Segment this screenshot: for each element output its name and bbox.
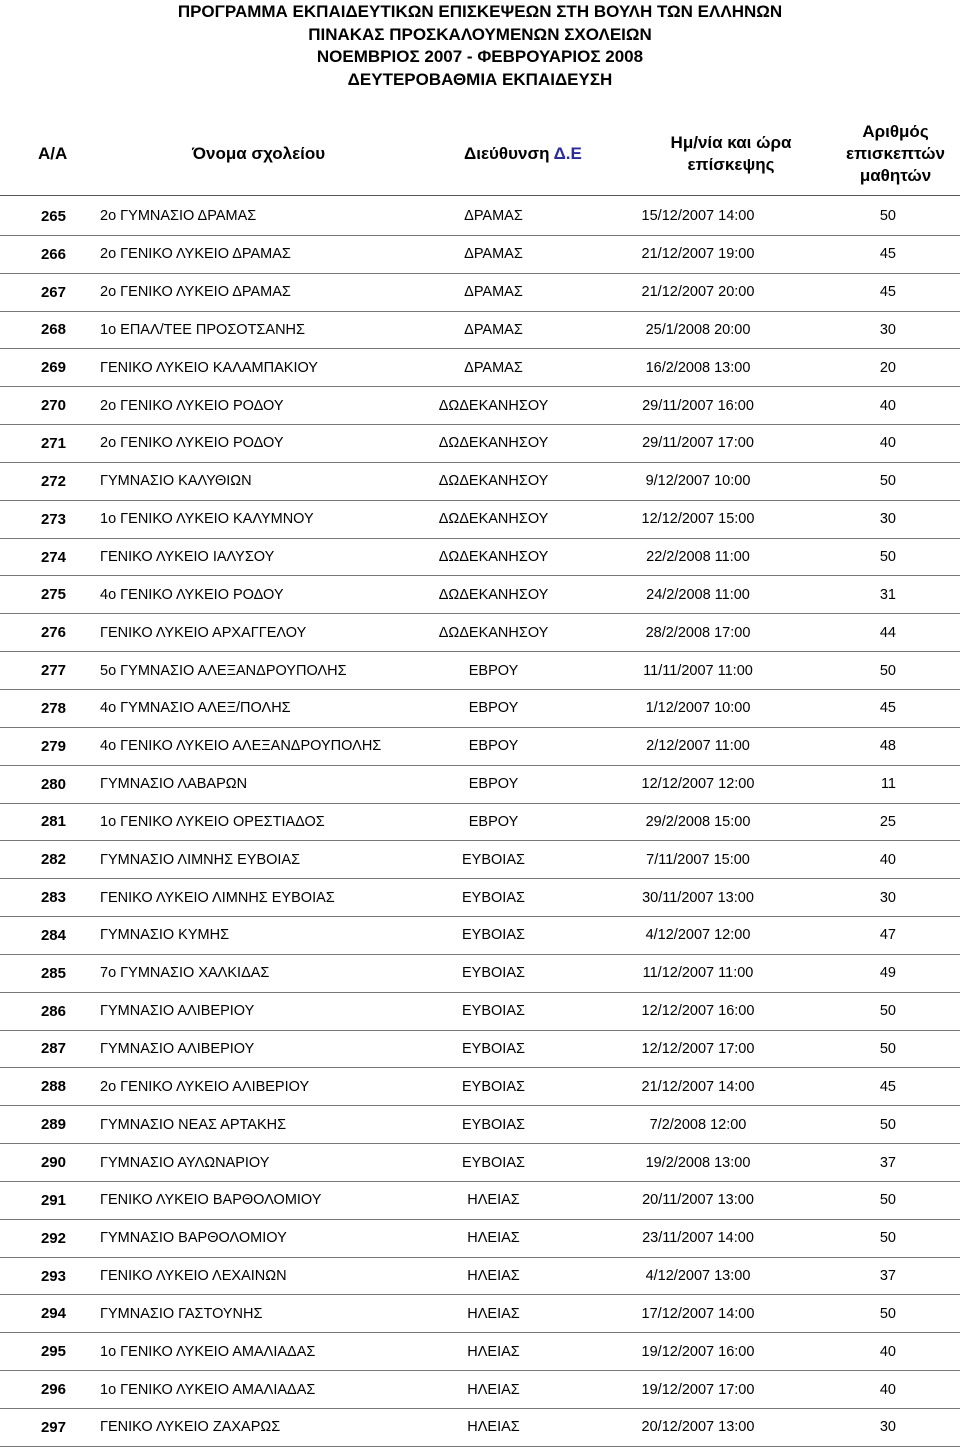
- student-count: 40: [879, 1381, 896, 1398]
- student-count: 45: [879, 700, 896, 717]
- table-row: [0, 1409, 960, 1447]
- row-number: 287: [40, 1040, 66, 1058]
- student-count: 20: [879, 359, 896, 376]
- school-name: ΓΕΝΙΚΟ ΛΥΚΕΙΟ ΛΕΧΑΙΝΩΝ: [100, 1268, 287, 1285]
- visit-datetime: 12/12/2007 12:00: [641, 776, 755, 793]
- student-count: 40: [879, 851, 896, 868]
- table-row: [0, 349, 960, 387]
- table-row: [0, 1257, 960, 1295]
- visit-datetime: 20/11/2007 13:00: [642, 1192, 754, 1209]
- student-count: 30: [879, 1419, 896, 1436]
- directorate: ΔΩΔΕΚΑΝΗΣΟΥ: [438, 549, 549, 566]
- visit-datetime: 29/11/2007 16:00: [642, 397, 754, 414]
- header-visitor-count-line2: επισκεπτών: [846, 144, 945, 163]
- directorate: ΕΥΒΟΙΑΣ: [462, 965, 525, 982]
- visit-datetime: 25/1/2008 20:00: [645, 321, 751, 338]
- school-name: 4ο ΓΕΝΙΚΟ ΛΥΚΕΙΟ ΡΟΔΟΥ: [100, 586, 284, 603]
- directorate: ΕΒΡΟΥ: [468, 700, 519, 717]
- student-count: 11: [880, 776, 896, 793]
- school-name: ΓΕΝΙΚΟ ΛΥΚΕΙΟ ΚΑΛΑΜΠΑΚΙΟΥ: [100, 359, 318, 376]
- table-row: [0, 538, 960, 576]
- directorate: ΕΥΒΟΙΑΣ: [462, 1078, 525, 1095]
- student-count: 50: [879, 549, 896, 566]
- document-titles: [0, 0, 960, 91]
- table-row: [0, 387, 960, 425]
- directorate: ΔΩΔΕΚΑΝΗΣΟΥ: [438, 435, 549, 452]
- table-row: [0, 614, 960, 652]
- school-name: ΓΥΜΝΑΣΙΟ ΑΥΛΩΝΑΡΙΟΥ: [100, 1154, 270, 1171]
- school-name: 1ο ΕΠΑΛ/ΤΕΕ ΠΡΟΣΟΤΣΑΝΗΣ: [100, 321, 305, 338]
- header-visitor-count-line3: μαθητών: [859, 166, 932, 185]
- directorate: ΔΩΔΕΚΑΝΗΣΟΥ: [438, 511, 549, 528]
- table-row: [0, 689, 960, 727]
- student-count: 50: [879, 662, 896, 679]
- row-number: 282: [40, 851, 66, 869]
- header-divider: [0, 195, 960, 196]
- table-row: [0, 198, 960, 235]
- directorate: ΗΛΕΙΑΣ: [467, 1305, 520, 1322]
- row-number: 292: [40, 1229, 66, 1247]
- school-name: 2ο ΓΥΜΝΑΣΙΟ ΔΡΑΜΑΣ: [100, 208, 257, 225]
- row-number: 294: [40, 1305, 66, 1323]
- student-count: 50: [879, 1305, 896, 1322]
- student-count: 50: [879, 1230, 896, 1247]
- school-name: 2ο ΓΕΝΙΚΟ ΛΥΚΕΙΟ ΔΡΑΜΑΣ: [100, 246, 291, 263]
- row-number: 293: [40, 1267, 66, 1285]
- school-name: ΓΥΜΝΑΣΙΟ ΒΑΡΘΟΛΟΜΙΟΥ: [100, 1230, 287, 1247]
- directorate: ΔΡΑΜΑΣ: [464, 246, 523, 263]
- table-row: [0, 727, 960, 765]
- row-number: 277: [40, 662, 66, 680]
- visit-datetime: 22/2/2008 11:00: [646, 549, 750, 566]
- student-count: 45: [879, 284, 896, 301]
- school-name: ΓΥΜΝΑΣΙΟ ΓΑΣΤΟΥΝΗΣ: [100, 1305, 263, 1322]
- row-number: 266: [40, 245, 66, 263]
- row-number: 274: [40, 548, 66, 566]
- row-number: 265: [40, 207, 66, 225]
- header-aa: Α/Α: [38, 144, 68, 163]
- student-count: 31: [879, 586, 896, 603]
- directorate: ΔΡΑΜΑΣ: [464, 321, 523, 338]
- student-count: 30: [879, 321, 896, 338]
- directorate: ΕΥΒΟΙΑΣ: [462, 1116, 525, 1133]
- directorate: ΗΛΕΙΑΣ: [467, 1381, 520, 1398]
- table-row: [0, 462, 960, 500]
- directorate: ΕΒΡΟΥ: [468, 813, 519, 830]
- table-row: [0, 879, 960, 917]
- table-row: [0, 992, 960, 1030]
- directorate: ΕΥΒΟΙΑΣ: [462, 927, 525, 944]
- student-count: 48: [879, 738, 896, 755]
- row-number: 275: [40, 586, 66, 604]
- school-name: ΓΥΜΝΑΣΙΟ ΛΙΜΝΗΣ ΕΥΒΟΙΑΣ: [100, 851, 301, 868]
- school-name: 7ο ΓΥΜΝΑΣΙΟ ΧΑΛΚΙΔΑΣ: [100, 965, 270, 982]
- school-name: ΓΥΜΝΑΣΙΟ ΛΑΒΑΡΩΝ: [100, 776, 248, 793]
- directorate: ΔΡΑΜΑΣ: [464, 208, 523, 225]
- table-row: [0, 652, 960, 690]
- visit-datetime: 4/12/2007 13:00: [645, 1268, 751, 1285]
- student-count: 45: [879, 1078, 896, 1095]
- row-number: 295: [40, 1343, 66, 1361]
- schools-table: [0, 110, 960, 1447]
- visit-datetime: 2/12/2007 11:00: [646, 738, 750, 755]
- student-count: 25: [879, 813, 896, 830]
- row-number: 285: [40, 964, 66, 982]
- directorate: ΗΛΕΙΑΣ: [467, 1192, 520, 1209]
- student-count: 50: [879, 1116, 896, 1133]
- directorate: ΕΥΒΟΙΑΣ: [462, 1040, 525, 1057]
- school-name: ΓΕΝΙΚΟ ΛΥΚΕΙΟ ΒΑΡΘΟΛΟΜΙΟΥ: [100, 1192, 322, 1209]
- row-number: 269: [40, 359, 66, 377]
- table-row: [0, 954, 960, 992]
- student-count: 30: [879, 511, 896, 528]
- school-name: ΓΕΝΙΚΟ ΛΥΚΕΙΟ ΙΑΛΥΣΟΥ: [100, 549, 275, 566]
- header-visit-date-line2: επίσκεψης: [687, 155, 775, 174]
- directorate: ΕΒΡΟΥ: [468, 776, 519, 793]
- visit-datetime: 19/12/2007 16:00: [641, 1343, 755, 1360]
- directorate: ΗΛΕΙΑΣ: [467, 1268, 520, 1285]
- table-row: [0, 1106, 960, 1144]
- visit-datetime: 1/12/2007 10:00: [645, 700, 751, 717]
- visit-datetime: 21/12/2007 20:00: [641, 284, 755, 301]
- visit-datetime: 12/12/2007 16:00: [641, 1003, 755, 1020]
- table-row: [0, 273, 960, 311]
- student-count: 50: [879, 1192, 896, 1209]
- school-name: 1ο ΓΕΝΙΚΟ ΛΥΚΕΙΟ ΟΡΕΣΤΙΑΔΟΣ: [100, 813, 325, 830]
- visit-datetime: 24/2/2008 11:00: [646, 586, 750, 603]
- visit-datetime: 16/2/2008 13:00: [645, 359, 751, 376]
- school-name: 5ο ΓΥΜΝΑΣΙΟ ΑΛΕΞΑΝΔΡΟΥΠΟΛΗΣ: [100, 662, 347, 679]
- title-line-4: ΔΕΥΤΕΡΟΒΑΘΜΙΑ ΕΚΠΑΙΔΕΥΣΗ: [347, 69, 613, 89]
- school-name: ΓΥΜΝΑΣΙΟ ΝΕΑΣ ΑΡΤΑΚΗΣ: [100, 1116, 287, 1133]
- row-number: 276: [40, 624, 66, 642]
- row-number: 272: [40, 472, 66, 490]
- header-school-name: Όνομα σχολείου: [192, 144, 326, 163]
- row-number: 296: [40, 1381, 66, 1399]
- visit-datetime: 7/2/2008 12:00: [649, 1116, 747, 1133]
- table-row: [0, 1219, 960, 1257]
- student-count: 50: [879, 1040, 896, 1057]
- row-number: 284: [40, 926, 66, 944]
- directorate: ΔΡΑΜΑΣ: [464, 359, 523, 376]
- header-directorate-suffix: Δ.Ε: [553, 144, 582, 163]
- visit-datetime: 28/2/2008 17:00: [645, 624, 751, 641]
- header-directorate: [426, 110, 631, 198]
- visit-datetime: 19/12/2007 17:00: [641, 1381, 755, 1398]
- table-body: [0, 198, 960, 1446]
- student-count: 50: [879, 473, 896, 490]
- table-row: [0, 1295, 960, 1333]
- row-number: 286: [40, 1002, 66, 1020]
- visit-datetime: 9/12/2007 10:00: [645, 473, 751, 490]
- directorate: ΔΩΔΕΚΑΝΗΣΟΥ: [438, 397, 549, 414]
- visit-datetime: 30/11/2007 13:00: [642, 889, 754, 906]
- header-directorate-main: Διεύθυνση: [464, 144, 554, 163]
- directorate: ΕΒΡΟΥ: [468, 662, 519, 679]
- visit-datetime: 21/12/2007 19:00: [641, 246, 755, 263]
- student-count: 45: [879, 246, 896, 263]
- student-count: 50: [879, 208, 896, 225]
- school-name: ΓΥΜΝΑΣΙΟ ΚΥΜΗΣ: [100, 927, 230, 944]
- header-visit-date: [631, 110, 831, 198]
- school-name: ΓΕΝΙΚΟ ΛΥΚΕΙΟ ΑΡΧΑΓΓΕΛΟΥ: [100, 624, 307, 641]
- table-row: [0, 1371, 960, 1409]
- student-count: 37: [879, 1154, 896, 1171]
- student-count: 30: [879, 889, 896, 906]
- school-name: 1ο ΓΕΝΙΚΟ ΛΥΚΕΙΟ ΚΑΛΥΜΝΟΥ: [100, 511, 314, 528]
- table-row: [0, 576, 960, 614]
- table-row: [0, 1333, 960, 1371]
- visit-datetime: 11/12/2007 11:00: [642, 965, 754, 982]
- visit-datetime: 19/2/2008 13:00: [645, 1154, 751, 1171]
- row-number: 291: [40, 1191, 66, 1209]
- row-number: 273: [40, 510, 66, 528]
- table-row: [0, 917, 960, 955]
- header-row: [0, 110, 960, 198]
- directorate: ΗΛΕΙΑΣ: [467, 1343, 520, 1360]
- visit-datetime: 29/11/2007 17:00: [642, 435, 754, 452]
- school-name: 2ο ΓΕΝΙΚΟ ΛΥΚΕΙΟ ΡΟΔΟΥ: [100, 435, 284, 452]
- visit-datetime: 11/11/2007 11:00: [643, 662, 753, 679]
- visit-datetime: 12/12/2007 17:00: [641, 1040, 755, 1057]
- row-number: 267: [40, 283, 66, 301]
- student-count: 40: [879, 397, 896, 414]
- table-row: [0, 841, 960, 879]
- table-row: [0, 765, 960, 803]
- table-row: [0, 235, 960, 273]
- title-line-3: ΝΟΕΜΒΡΙΟΣ 2007 - ΦΕΒΡΟΥΑΡΙΟΣ 2008: [316, 47, 644, 66]
- directorate: ΕΥΒΟΙΑΣ: [462, 889, 525, 906]
- visit-datetime: 20/12/2007 13:00: [641, 1419, 755, 1436]
- visit-datetime: 21/12/2007 14:00: [641, 1078, 755, 1095]
- school-name: 1ο ΓΕΝΙΚΟ ΛΥΚΕΙΟ ΑΜΑΛΙΑΔΑΣ: [100, 1343, 316, 1360]
- visit-datetime: 15/12/2007 14:00: [641, 208, 755, 225]
- table-row: [0, 1181, 960, 1219]
- directorate: ΕΥΒΟΙΑΣ: [462, 1003, 525, 1020]
- row-number: 297: [40, 1418, 66, 1436]
- title-line-1: ΠΡΟΓΡΑΜΜΑ ΕΚΠΑΙΔΕΥΤΙΚΩΝ ΕΠΙΣΚΕΨΕΩΝ ΣΤΗ ΒΟΥΛΗ ΤΩΝ ΕΛΛΗΝΩΝ: [177, 2, 783, 21]
- visit-datetime: 7/11/2007 15:00: [646, 851, 750, 868]
- table-row: [0, 500, 960, 538]
- visit-datetime: 4/12/2007 12:00: [645, 927, 751, 944]
- student-count: 40: [879, 435, 896, 452]
- school-name: 2ο ΓΕΝΙΚΟ ΛΥΚΕΙΟ ΑΛΙΒΕΡΙΟΥ: [100, 1078, 310, 1095]
- row-number: 271: [40, 434, 66, 452]
- school-name: ΓΥΜΝΑΣΙΟ ΚΑΛΥΘΙΩΝ: [100, 473, 252, 490]
- student-count: 40: [879, 1343, 896, 1360]
- row-number: 283: [40, 889, 66, 907]
- student-count: 44: [879, 624, 896, 641]
- school-name: 4ο ΓΕΝΙΚΟ ΛΥΚΕΙΟ ΑΛΕΞΑΝΔΡΟΥΠΟΛΗΣ: [100, 738, 382, 755]
- row-number: 280: [40, 775, 66, 793]
- table-header: [0, 110, 960, 198]
- school-name: ΓΕΝΙΚΟ ΛΥΚΕΙΟ ΖΑΧΑΡΩΣ: [100, 1419, 281, 1436]
- row-number: 288: [40, 1078, 66, 1096]
- directorate: ΗΛΕΙΑΣ: [467, 1230, 520, 1247]
- student-count: 47: [879, 927, 896, 944]
- table-row: [0, 1144, 960, 1182]
- table-row: [0, 425, 960, 463]
- row-number: 268: [40, 321, 66, 339]
- directorate: ΗΛΕΙΑΣ: [467, 1419, 520, 1436]
- school-name: ΓΕΝΙΚΟ ΛΥΚΕΙΟ ΛΙΜΝΗΣ ΕΥΒΟΙΑΣ: [100, 889, 335, 906]
- visit-datetime: 29/2/2008 15:00: [645, 813, 751, 830]
- row-number: 290: [40, 1154, 66, 1172]
- directorate: ΔΩΔΕΚΑΝΗΣΟΥ: [438, 586, 549, 603]
- table-row: [0, 311, 960, 349]
- row-number: 278: [40, 699, 66, 717]
- school-name: 2ο ΓΕΝΙΚΟ ΛΥΚΕΙΟ ΡΟΔΟΥ: [100, 397, 284, 414]
- student-count: 37: [879, 1268, 896, 1285]
- school-name: 2ο ΓΕΝΙΚΟ ΛΥΚΕΙΟ ΔΡΑΜΑΣ: [100, 284, 291, 301]
- directorate: ΕΥΒΟΙΑΣ: [462, 1154, 525, 1171]
- school-name: 1ο ΓΕΝΙΚΟ ΛΥΚΕΙΟ ΑΜΑΛΙΑΔΑΣ: [100, 1381, 316, 1398]
- visit-datetime: 17/12/2007 14:00: [641, 1305, 755, 1322]
- header-visitor-count-line1: Αριθμός: [862, 122, 929, 141]
- school-name: ΓΥΜΝΑΣΙΟ ΑΛΙΒΕΡΙΟΥ: [100, 1003, 255, 1020]
- title-line-2: ΠΙΝΑΚΑΣ ΠΡΟΣΚΑΛΟΥΜΕΝΩΝ ΣΧΟΛΕΙΩΝ: [308, 24, 652, 44]
- table-row: [0, 803, 960, 841]
- school-name: 4ο ΓΥΜΝΑΣΙΟ ΑΛΕΞ/ΠΟΛΗΣ: [100, 700, 291, 717]
- table-row: [0, 1068, 960, 1106]
- school-name: ΓΥΜΝΑΣΙΟ ΑΛΙΒΕΡΙΟΥ: [100, 1040, 255, 1057]
- directorate: ΔΩΔΕΚΑΝΗΣΟΥ: [438, 624, 549, 641]
- row-number: 289: [40, 1116, 66, 1134]
- visit-datetime: 23/11/2007 14:00: [642, 1230, 754, 1247]
- directorate: ΕΥΒΟΙΑΣ: [462, 851, 525, 868]
- row-number: 281: [40, 813, 66, 831]
- directorate: ΕΒΡΟΥ: [468, 738, 519, 755]
- student-count: 49: [879, 965, 896, 982]
- header-visitor-count: [831, 110, 960, 198]
- directorate: ΔΡΑΜΑΣ: [464, 284, 523, 301]
- directorate: ΔΩΔΕΚΑΝΗΣΟΥ: [438, 473, 549, 490]
- student-count: 50: [879, 1003, 896, 1020]
- table-row: [0, 1030, 960, 1068]
- header-visit-date-line1: Ημ/νία και ώρα: [670, 133, 792, 152]
- row-number: 270: [40, 397, 66, 415]
- row-number: 279: [40, 737, 66, 755]
- visit-datetime: 12/12/2007 15:00: [641, 511, 755, 528]
